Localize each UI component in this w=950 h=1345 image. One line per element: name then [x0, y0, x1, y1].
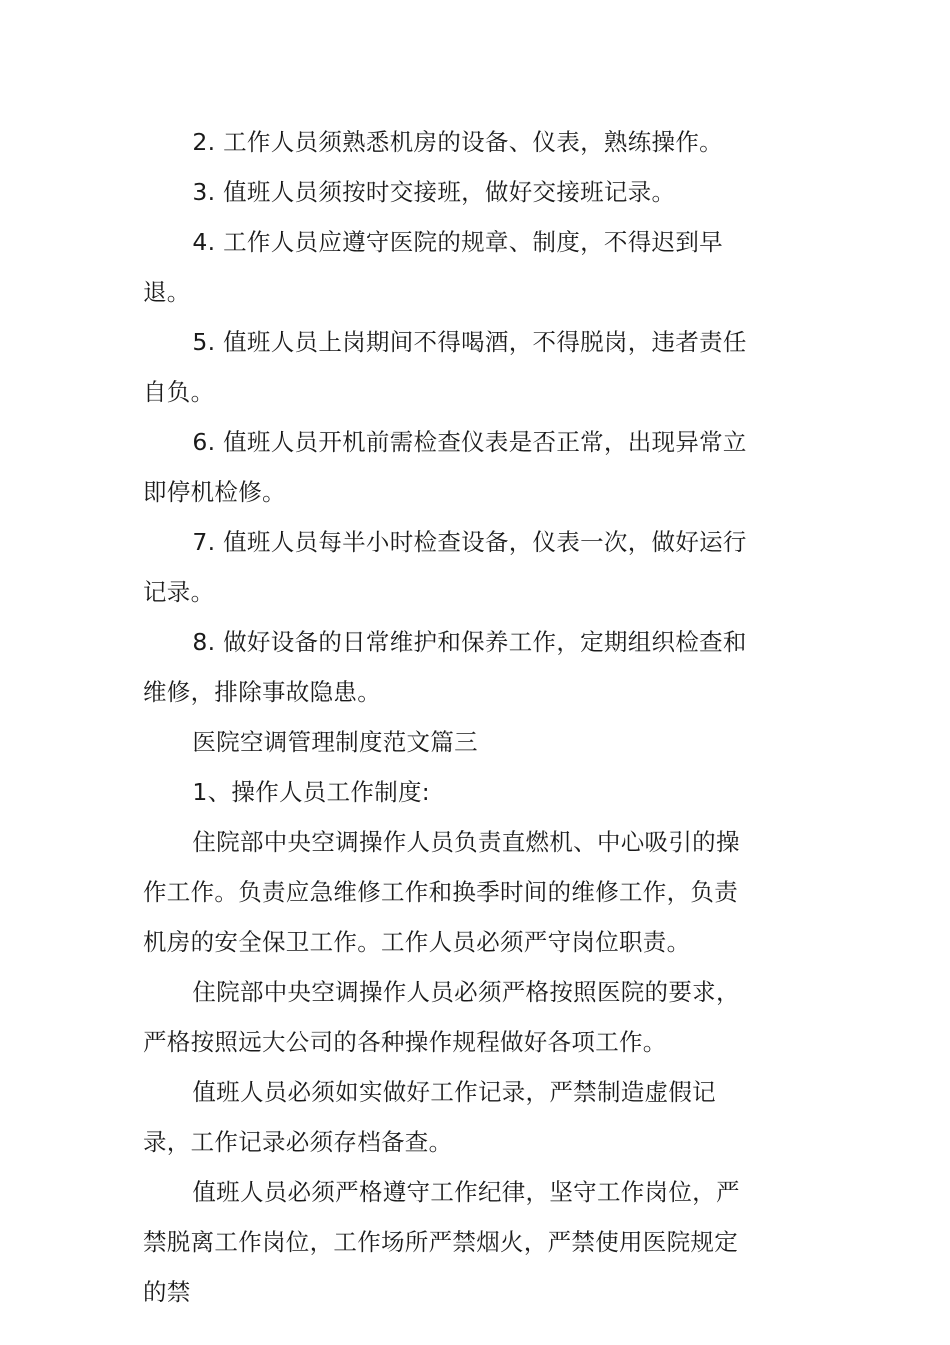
- body-paragraph-1: 住院部中央空调操作人员负责直燃机、中心吸引的操作工作。负责应急维修工作和换季时间的维修工作，负责机房的安全保卫工作。工作人员必须严守岗位职责。: [143, 828, 740, 956]
- paragraph-item-8: 8. 做好设备的日常维护和保养工作，定期组织检查和维修，排除事故隐患。: [143, 628, 747, 706]
- subsection-heading: 1、操作人员工作制度:: [192, 778, 431, 806]
- paragraph-item-5: 5. 值班人员上岗期间不得喝酒，不得脱岗，违者责任自负。: [143, 328, 747, 406]
- body-paragraph-3: 值班人员必须如实做好工作记录，严禁制造虚假记录，工作记录必须存档备查。: [143, 1078, 716, 1156]
- body-paragraph-4: 值班人员必须严格遵守工作纪律，坚守工作岗位，严禁脱离工作岗位，工作场所严禁烟火，严禁使用医院规定的禁: [143, 1178, 740, 1306]
- paragraph-item-3: 3. 值班人员须按时交接班，做好交接班记录。: [192, 178, 676, 206]
- section-heading: 医院空调管理制度范文篇三: [192, 728, 478, 756]
- paragraph-item-6: 6. 值班人员开机前需检查仪表是否正常，出现异常立即停机检修。: [143, 428, 747, 506]
- document-body: [143, 117, 755, 1317]
- paragraph-item-7: 7. 值班人员每半小时检查设备，仪表一次，做好运行记录。: [143, 528, 747, 606]
- paragraph-item-2: 2. 工作人员须熟悉机房的设备、仪表，熟练操作。: [192, 128, 723, 156]
- body-paragraph-2: 住院部中央空调操作人员必须严格按照医院的要求，严格按照远大公司的各种操作规程做好各项工作。: [143, 978, 740, 1056]
- paragraph-item-4: 4. 工作人员应遵守医院的规章、制度，不得迟到早退。: [143, 228, 723, 306]
